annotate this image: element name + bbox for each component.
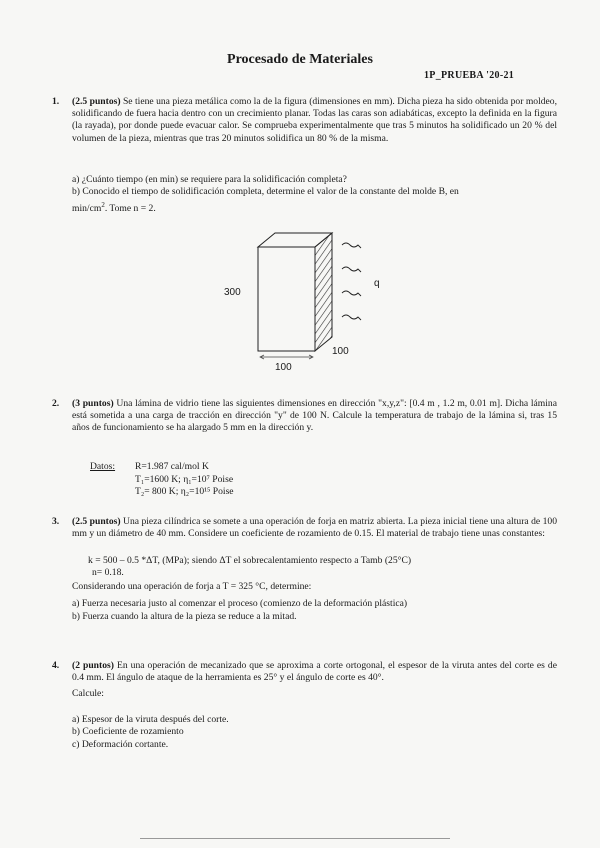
question-statement: Una pieza cilíndrica se somete a una operación de forja en matriz abierta. La pieza inicial tiene una altura de 100 mm y un diámetro de 40 mm. Considere un coeficiente de rozamiento de 0.15. El material de trabajo tiene unas constantes: xyxy=(72,516,557,540)
bottom-divider xyxy=(140,838,450,839)
question-3 xyxy=(52,516,557,540)
datos-t2: T₂= 800 K; η₂=10¹⁵ Poise xyxy=(135,486,234,498)
subitem-b: b) Fuerza cuando la altura de la pieza se reduce a la mitad. xyxy=(72,610,297,622)
question-statement: Se tiene una pieza metálica como la de la figura (dimensiones en mm). Dicha pieza ha sido obtenida por moldeo, solidificando de fuera hacia dentro con un crecimiento planar. Todas las caras son adiabáticas, excepto la definida en la figura (la rayada), por donde puede evacuar calor. Se comprueba experimentalmente que tras 5 minutos ha solidificado un 20 % del volumen de la pieza, mientras que tras 20 minutos solidifica un 80 % de la misma. xyxy=(72,96,557,144)
question-1 xyxy=(52,96,557,145)
question-2 xyxy=(52,398,557,435)
question-statement: Una lámina de vidrio tiene las siguientes dimensiones en dirección "x,y,z": [0.4 m , 1.2 m, 0.01 m]. Dicha lámina está sometida a una carga de tracción en dirección "y" de 100 N. Calcule la temperatura de trabajo de la lámina si, tras 15 años de funcionamiento se ha alargado 5 mm en la dirección y. xyxy=(72,398,557,434)
question-text xyxy=(72,398,557,435)
question-3-subitems xyxy=(72,581,407,623)
page-title: Procesado de Materiales xyxy=(227,52,373,67)
unit-exponent: 2 xyxy=(101,200,105,209)
question-points: (2.5 puntos) xyxy=(72,96,121,107)
subitem-c: c) Deformación cortante. xyxy=(72,738,169,750)
determine-intro: Considerando una operación de forja a T = 325 °C, determine: xyxy=(72,581,312,592)
calcule-label: Calcule: xyxy=(72,688,104,699)
subitem-b-tail: . Tome n = 2. xyxy=(104,203,156,214)
question-4-subitems xyxy=(72,714,229,751)
subitem-a: a) Fuerza necesaria justo al comenzar el proceso (comienzo de la deformación plástica) xyxy=(72,598,408,610)
heat-flux-label: q xyxy=(374,278,380,289)
datos-block xyxy=(90,461,234,499)
constant-k: k = 500 – 0.5 *ΔT, (MPa); siendo ΔT el sobrecalentamiento respecto a Tamb (25°C) xyxy=(88,555,412,566)
heat-arrow-1 xyxy=(342,243,361,248)
subitem-a: a) Espesor de la viruta después del corte. xyxy=(72,714,229,725)
subitem-b-line2 xyxy=(72,199,459,216)
question-text xyxy=(72,96,557,145)
heat-flow-arrows xyxy=(342,243,361,320)
dim-width-label: 100 xyxy=(275,362,292,373)
question-number: 1. xyxy=(52,96,60,107)
constant-n: n= 0.18. xyxy=(92,567,124,579)
question-4 xyxy=(52,660,557,684)
question-points: (2 puntos) xyxy=(72,660,114,671)
figure-block xyxy=(220,225,400,375)
question-statement: En una operación de mecanizado que se aproxima a corte ortogonal, el espesor de la viruta antes del corte es de 0.4 mm. El ángulo de ataque de la herramienta es 25° y el ángulo de corte es 40°. xyxy=(72,660,557,684)
datos-label: Datos: xyxy=(90,461,116,472)
heat-arrow-4 xyxy=(342,315,361,320)
exam-code: 1P_PRUEBA '20-21 xyxy=(424,70,515,81)
heat-arrow-3 xyxy=(342,291,361,296)
subitem-b: b) Coeficiente de rozamiento xyxy=(72,726,184,738)
datos-values xyxy=(135,461,234,499)
dim-height-label: 300 xyxy=(224,287,241,298)
question-points: (3 puntos) xyxy=(72,398,114,409)
width-dimension-line xyxy=(260,355,313,359)
dim-depth-label: 100 xyxy=(332,346,349,357)
material-constants xyxy=(88,555,411,580)
question-text xyxy=(72,660,557,684)
block-hatched-face xyxy=(315,233,332,351)
heat-arrow-2 xyxy=(342,267,361,272)
subitem-a: a) ¿Cuánto tiempo (en min) se requiere para la solidificación completa? xyxy=(72,174,347,185)
unit-text: min/cm xyxy=(72,203,102,214)
question-number: 3. xyxy=(52,516,60,527)
datos-r: R=1.987 cal/mol K xyxy=(135,461,209,472)
question-1-subitems xyxy=(72,174,459,215)
subitem-b-line1: b) Conocido el tiempo de solidificación completa, determine el valor de la constante del molde B, en xyxy=(72,186,459,198)
question-text xyxy=(72,516,557,540)
question-number: 2. xyxy=(52,398,60,409)
question-number: 4. xyxy=(52,660,60,671)
question-points: (2.5 puntos) xyxy=(72,516,121,527)
block-front-face xyxy=(258,247,315,351)
datos-t1: T₁=1600 K; η₁=10⁷ Poise xyxy=(135,473,234,485)
